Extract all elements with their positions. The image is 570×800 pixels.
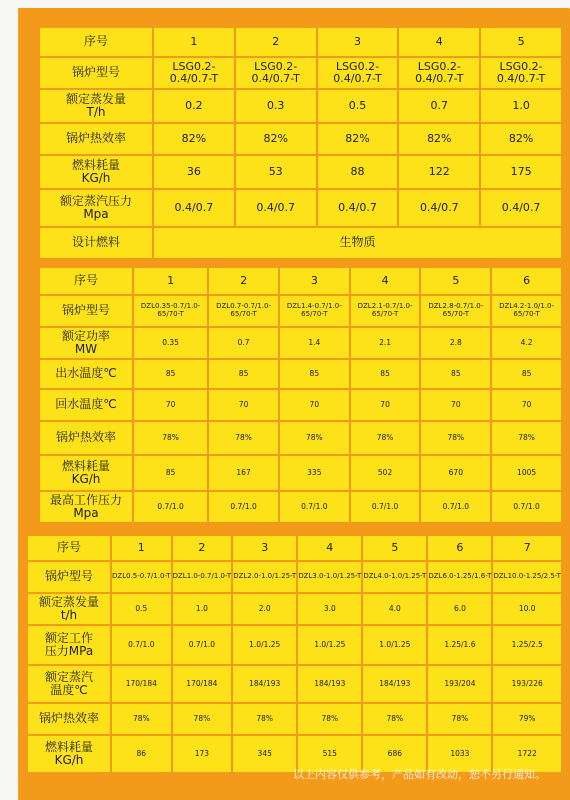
table-cell: 1 [154,28,234,56]
table-cell: 4.0 [363,594,426,624]
table-row [28,626,561,664]
table-cell: 82% [318,124,398,154]
table-cell: 53 [236,156,316,188]
table-cell: 70 [492,390,561,420]
row-label: 序号 [28,536,110,560]
table-cell: 193/226 [493,666,561,702]
table-cell: 78% [233,704,296,734]
table-cell: 170/184 [112,666,171,702]
disclaimer-note: 以上内容仅供参考，产品如有改动，恕不另行通知。 [293,768,546,781]
row-label: 锅炉型号 [28,562,110,592]
table-cell: 2.0 [233,594,296,624]
table-cell: 170/184 [173,666,232,702]
table-cell: 515 [298,736,361,772]
table-cell: 1722 [493,736,561,772]
table-cell: 6.0 [428,594,491,624]
row-label: 额定工作 压力MPa [28,626,110,664]
row-label: 锅炉型号 [40,296,132,326]
table-cell: 88 [318,156,398,188]
table-row [40,228,561,258]
table-cell: 0.7 [399,90,479,122]
table-cell: 0.2 [154,90,234,122]
table-row [40,296,561,326]
table-row [40,492,561,522]
table-cell: 70 [209,390,278,420]
fuel-value: 生物质 [154,228,561,258]
table-row [28,536,561,560]
table-cell: 4 [351,268,420,294]
table-cell: 78% [298,704,361,734]
row-label: 出水温度℃ [40,360,132,388]
table-cell: LSG0.2-0.4/0.7-T [318,58,398,88]
table-row [40,268,561,294]
table-cell: DZL1.0-0.7/1.0-T [173,562,232,592]
table-cell: 36 [154,156,234,188]
table-cell: 70 [280,390,349,420]
table-cell: 345 [233,736,296,772]
table-cell: 1033 [428,736,491,772]
table-cell: 6 [492,268,561,294]
table-cell: 5 [421,268,490,294]
table-row [28,562,561,592]
table-cell: DZL0.35-0.7/1.0-65/70-T [134,296,207,326]
table-cell: 670 [421,456,490,490]
table-cell: 0.4/0.7 [318,190,398,226]
table-cell: LSG0.2-0.4/0.7-T [399,58,479,88]
row-label: 额定蒸汽 温度℃ [28,666,110,702]
table-cell: 4.2 [492,328,561,358]
table-cell: 78% [363,704,426,734]
table-cell: 0.7/1.0 [280,492,349,522]
table-cell: 0.4/0.7 [236,190,316,226]
table-cell: 1.25/1.6 [428,626,491,664]
table-cell: 85 [134,360,207,388]
table-cell: DZL0.7-0.7/1.0-65/70-T [209,296,278,326]
table-cell: 78% [112,704,171,734]
table-cell: 78% [428,704,491,734]
table-cell: 1.0 [173,594,232,624]
row-label: 燃料耗量 KG/h [40,156,152,188]
table-cell: 78% [492,422,561,454]
table-cell: 0.4/0.7 [481,190,561,226]
table-cell: 0.7/1.0 [492,492,561,522]
table-cell: 184/193 [363,666,426,702]
table-cell: 82% [481,124,561,154]
table-cell: LSG0.2-0.4/0.7-T [236,58,316,88]
table-cell: 3 [318,28,398,56]
table-cell: 0.7 [209,328,278,358]
table-cell: 4 [298,536,361,560]
table-cell: 85 [421,360,490,388]
table-cell: 0.3 [236,90,316,122]
table-cell: 78% [351,422,420,454]
row-label: 回水温度℃ [40,390,132,420]
table-cell: 0.7/1.0 [112,626,171,664]
fuel-label: 设计燃料 [40,228,152,258]
table-cell: 78% [173,704,232,734]
row-label: 额定功率 MW [40,328,132,358]
row-label: 最高工作压力 Mpa [40,492,132,522]
row-label: 燃料耗量 KG/h [28,736,110,772]
table-cell: 78% [421,422,490,454]
row-label: 序号 [40,28,152,56]
table-row [40,90,561,122]
row-label: 燃料耗量 KG/h [40,456,132,490]
table-cell: 0.4/0.7 [399,190,479,226]
table-cell: 3.0 [298,594,361,624]
table-cell: 1.0/1.25 [298,626,361,664]
table-cell: 1.0 [481,90,561,122]
table-cell: DZL4.2-1.0/1.0-65/70-T [492,296,561,326]
table-cell: DZL0.5-0.7/1.0-T [112,562,171,592]
table-cell: 1.0/1.25 [363,626,426,664]
table-cell: 0.4/0.7 [154,190,234,226]
row-label: 锅炉热效率 [40,422,132,454]
table-cell: LSG0.2-0.4/0.7-T [481,58,561,88]
steam-boiler-table-lsg [38,26,563,260]
table-cell: 1.0/1.25 [233,626,296,664]
table-cell: DZL1.4-0.7/1.0-65/70-T [280,296,349,326]
row-label: 额定蒸汽压力 Mpa [40,190,152,226]
table-cell: 0.7/1.0 [421,492,490,522]
table-row [40,124,561,154]
row-label: 额定蒸发量 T/h [40,90,152,122]
table-cell: 122 [399,156,479,188]
hot-water-boiler-table-dzl [38,266,563,524]
table-cell: 1 [112,536,171,560]
table-cell: 70 [421,390,490,420]
table-cell: 6 [428,536,491,560]
table-cell: 2 [209,268,278,294]
table-cell: 1005 [492,456,561,490]
brochure-page [18,8,570,800]
steam-boiler-table-dzl [26,534,563,774]
table-row [40,190,561,226]
table-cell: 79% [493,704,561,734]
table-cell: 82% [154,124,234,154]
table-row [40,58,561,88]
table-cell: 5 [363,536,426,560]
table-row [28,666,561,702]
table-cell: 1.4 [280,328,349,358]
table-cell: 85 [134,456,207,490]
table-row [40,390,561,420]
row-label: 锅炉型号 [40,58,152,88]
table-cell: 7 [493,536,561,560]
table-cell: 70 [134,390,207,420]
table-cell: 85 [351,360,420,388]
table-cell: 70 [351,390,420,420]
table-row [40,156,561,188]
table-row [40,456,561,490]
table-cell: 3 [233,536,296,560]
table-cell: 167 [209,456,278,490]
table-row [28,704,561,734]
row-label: 序号 [40,268,132,294]
table-cell: 686 [363,736,426,772]
table-row [40,28,561,56]
table-cell: 85 [209,360,278,388]
table-cell: 78% [209,422,278,454]
table-cell: DZL10.0-1.25/2.5-T [493,562,561,592]
table-row [40,360,561,388]
table-cell: 10.0 [493,594,561,624]
table-cell: 0.5 [112,594,171,624]
table-cell: 335 [280,456,349,490]
table-cell: LSG0.2-0.4/0.7-T [154,58,234,88]
table-cell: 0.7/1.0 [209,492,278,522]
table-cell: 85 [280,360,349,388]
corner-stripe [536,0,570,17]
table-cell: 184/193 [233,666,296,702]
table-row [40,328,561,358]
table-cell: 86 [112,736,171,772]
table-cell: 502 [351,456,420,490]
table-cell: 3 [280,268,349,294]
row-label: 锅炉热效率 [28,704,110,734]
table-cell: 1.25/2.5 [493,626,561,664]
table-cell: 184/193 [298,666,361,702]
table-cell: 175 [481,156,561,188]
table-row [40,422,561,454]
table-cell: 0.35 [134,328,207,358]
table-cell: 2.8 [421,328,490,358]
table-cell: 85 [492,360,561,388]
table-cell: DZL2.1-0.7/1.0-65/70-T [351,296,420,326]
table-cell: 4 [399,28,479,56]
table-row [28,594,561,624]
table-cell: 0.5 [318,90,398,122]
table-cell: 173 [173,736,232,772]
table-cell: 2 [236,28,316,56]
table-cell: 5 [481,28,561,56]
table-cell: 0.7/1.0 [351,492,420,522]
table-cell: 2.1 [351,328,420,358]
row-label: 额定蒸发量 t/h [28,594,110,624]
table-cell: DZL2.0-1.0/1.25-T [233,562,296,592]
table-cell: 0.7/1.0 [173,626,232,664]
table-cell: 0.7/1.0 [134,492,207,522]
row-label: 锅炉热效率 [40,124,152,154]
table-cell: 82% [236,124,316,154]
table-cell: 82% [399,124,479,154]
table-cell: DZL4.0-1.0/1.25-T [363,562,426,592]
table-cell: 193/204 [428,666,491,702]
table-cell: DZL6.0-1.25/1.6-T [428,562,491,592]
table-cell: 1 [134,268,207,294]
table-cell: 78% [280,422,349,454]
table-cell: 2 [173,536,232,560]
table-cell: DZL3.0-1.0/1.25-T [298,562,361,592]
table-cell: 78% [134,422,207,454]
table-cell: DZL2.8-0.7/1.0-65/70-T [421,296,490,326]
